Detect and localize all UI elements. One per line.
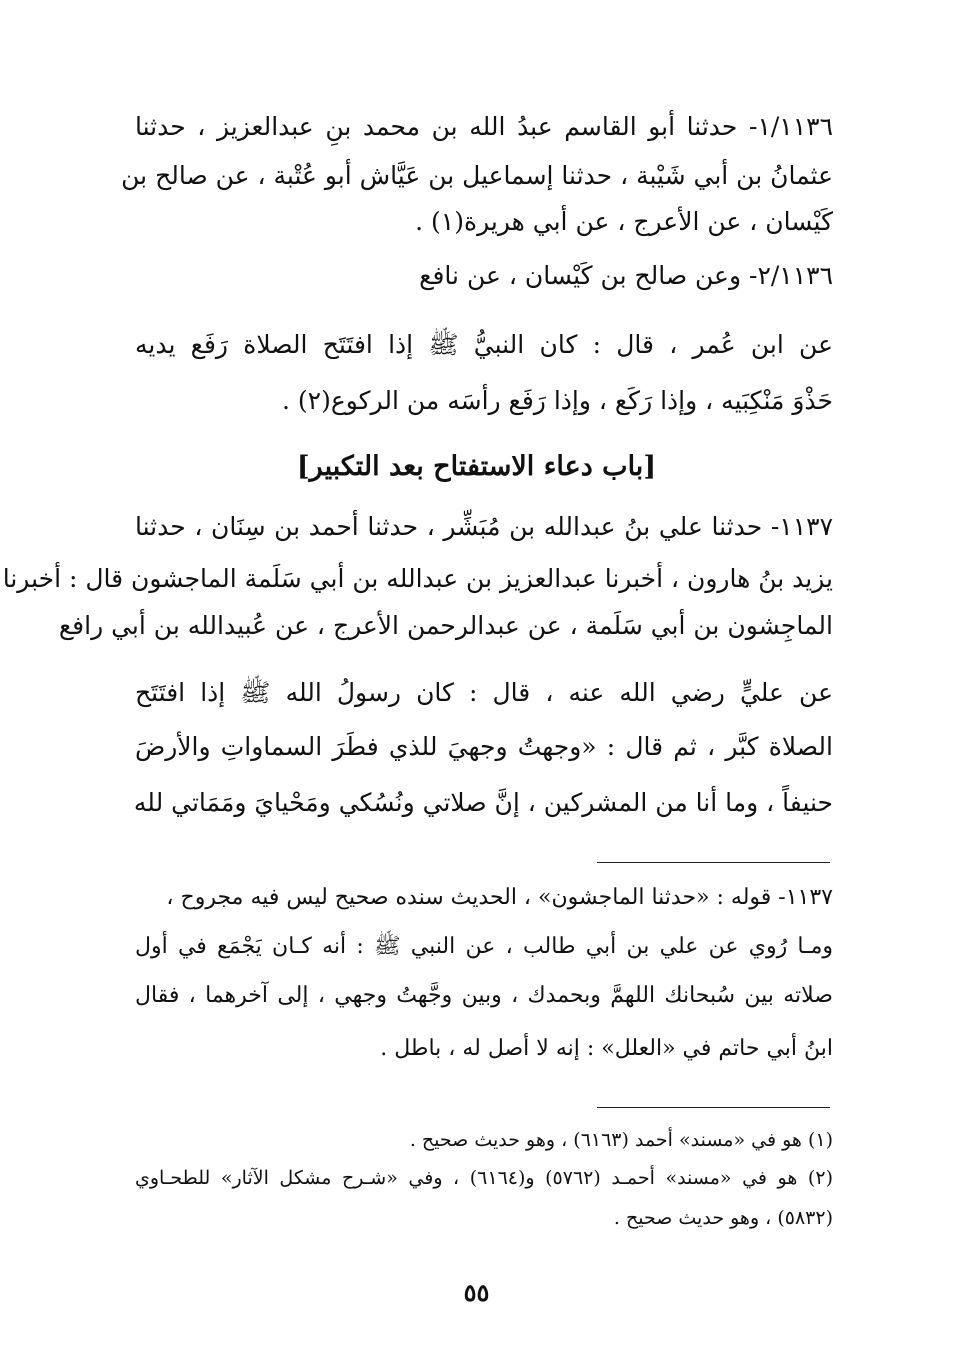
- text-line: عن ابن عُمر ، قال : كان النبيُّ ﷺ إذا افتَتَح الصلاة رَفَع يديه: [135, 330, 833, 359]
- text-line: حَذْوَ مَنْكِبَيه ، وإذا رَكَع ، وإذا رَفَع رأسَه من الركوع(٢) .: [281, 386, 833, 415]
- text-line: ٢/١١٣٦- وعن صالح بن كَيْسان ، عن نافع: [419, 261, 833, 290]
- text-line: كَيْسان ، عن الأعرج ، عن أبي هريرة(١) .: [415, 207, 833, 236]
- text-line: عن عليٍّ رضي الله عنه ، قال : كان رسولُ الله ﷺ إذا افتَتَح: [135, 678, 833, 707]
- footnote-rule: [597, 1107, 830, 1108]
- footnote-line: (٢) هو في «مسند» أحمـد (٥٧٦٢) و(٦١٦٤) ، وفي «شـرح مشكل الآثار» للطحـاوي: [135, 1167, 833, 1189]
- footnote-line: (٥٨٣٢) ، وهو حديث صحيح .: [613, 1207, 833, 1229]
- page-number: ٥٥: [463, 1278, 490, 1307]
- text-line: ١/١١٣٦- حدثنا أبو القاسم عبدُ الله بن محمد بنِ عبدالعزيز ، حدثنا: [135, 112, 833, 141]
- section-heading: [باب دعاء الاستفتاح بعد التكبير]: [296, 451, 657, 482]
- text-line: الماجِشون بن أبي سَلَمة ، عن عبدالرحمن الأعرج ، عن عُبيدالله بن أبي رافع: [58, 611, 833, 640]
- text-line: يزيد بنُ هارون ، أخبرنا عبدالعزيز بن عبدالله بن أبي سَلَمة الماجشون قال : أخبرنا: [2, 564, 833, 593]
- separator-rule: [597, 862, 830, 863]
- text-line: عثمانُ بن أبي شَيْبة ، حدثنا إسماعيل بن عَيَّاش أبو عُتْبة ، عن صالح بن: [121, 161, 833, 190]
- text-line: ١١٣٧- حدثنا علي بنُ عبدالله بن مُبَشِّر ، حدثنا أحمد بن سِنَان ، حدثنا: [135, 512, 833, 541]
- commentary-line: صلاته بين سُبحانك اللهمَّ وبحمدك ، وبين وجَّهتُ وجهي ، إلى آخرهما ، فقال: [135, 983, 833, 1008]
- commentary-line: ومـا رُوي عن علي بن أبي طالب ، عن النبي ﷺ : أنه كـان يَجْمَع في أول: [135, 934, 833, 959]
- text-line: الصلاة كبَّر ، ثم قال : «وجهتُ وجهيَ للذي فطَرَ السماواتِ والأرضَ: [135, 732, 833, 761]
- text-line: حنيفاً ، وما أنا من المشركين ، إنَّ صلاتي ونُسُكي ومَحْيايَ ومَمَاتي لله: [133, 788, 833, 817]
- commentary-line: ابنُ أبي حاتم في «العلل» : إنه لا أصل له ، باطل .: [380, 1036, 833, 1061]
- commentary-line: ١١٣٧- قوله : «حدثنا الماجشون» ، الحديث سنده صحيح ليس فيه مجروح ،: [166, 885, 833, 910]
- footnote-line: (١) هو في «مسند» أحمد (٦١٦٣) ، وهو حديث صحيح .: [409, 1129, 833, 1151]
